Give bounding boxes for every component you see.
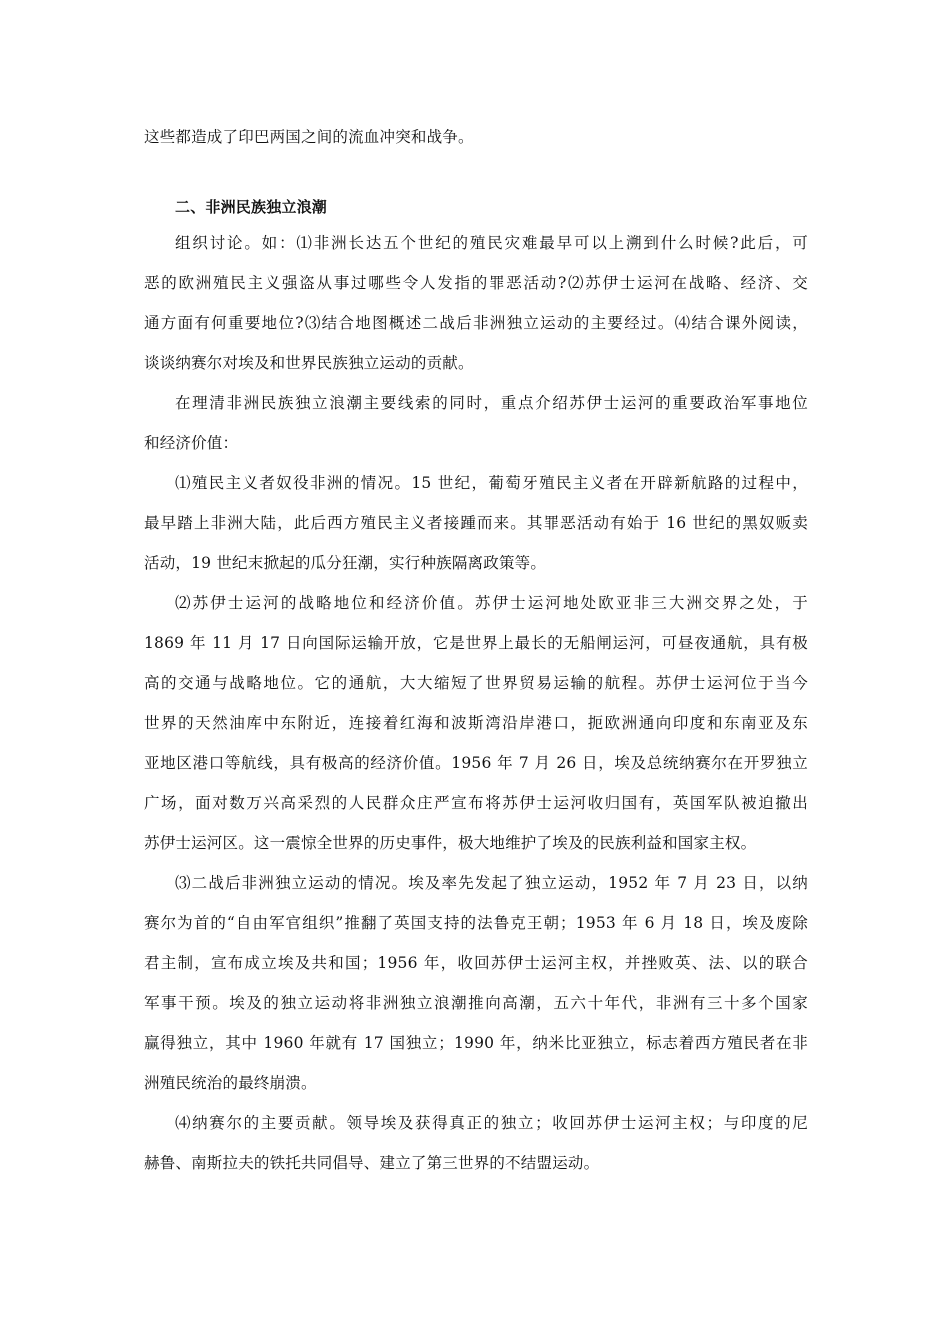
paragraph-4-line-4: 世界的天然油库中东附近，连接着红海和波斯湾沿岸港口，扼欧洲通向印度和东南亚及东 [144,714,808,732]
paragraph-4-line-7: 苏伊士运河区。这一震惊全世界的历史事件，极大地维护了埃及的民族利益和国家主权。 [144,834,757,852]
paragraph-5-line-2: 赛尔为首的“自由军官组织”推翻了英国支持的法鲁克王朝；1953 年 6 月 18 日，埃及废除 [144,914,808,932]
paragraph-5-line-6: 洲殖民统治的最终崩溃。 [144,1074,317,1092]
paragraph-4-line-1: ⑵苏伊士运河的战略地位和经济价值。苏伊士运河地处欧亚非三大洲交界之处，于 [175,594,808,612]
paragraph-1-line-2: 恶的欧洲殖民主义强盗从事过哪些令人发指的罪恶活动?⑵苏伊士运河在战略、经济、交 [144,274,808,292]
paragraph-3-line-2: 最早踏上非洲大陆，此后西方殖民主义者接踵而来。其罪恶活动有始于 16 世纪的黑奴贩卖 [144,514,808,532]
paragraph-5-line-1: ⑶二战后非洲独立运动的情况。埃及率先发起了独立运动，1952 年 7 月 23 日，以纳 [175,874,808,892]
paragraph-4-line-6: 广场，面对数万兴高采烈的人民群众庄严宣布将苏伊士运河收归国有，英国军队被迫撤出 [144,794,808,812]
paragraph-6-line-2: 赫鲁、南斯拉夫的铁托共同倡导、建立了第三世界的不结盟运动。 [144,1154,600,1172]
paragraph-5-line-4: 军事干预。埃及的独立运动将非洲独立浪潮推向高潮，五六十年代，非洲有三十多个国家 [144,994,808,1012]
paragraph-4-line-3: 高的交通与战略地位。它的通航，大大缩短了世界贸易运输的航程。苏伊士运河位于当今 [144,674,808,692]
paragraph-1-line-1: 组织讨论。如：⑴非洲长达五个世纪的殖民灾难最早可以上溯到什么时候?此后，可 [175,234,808,252]
paragraph-3-line-1: ⑴殖民主义者奴役非洲的情况。15 世纪，葡萄牙殖民主义者在开辟新航路的过程中， [175,474,808,492]
paragraph-1-line-3: 通方面有何重要地位?⑶结合地图概述二战后非洲独立运动的主要经过。⑷结合课外阅读， [144,314,808,332]
section-heading: 二、非洲民族独立浪潮 [175,198,328,216]
paragraph-4-line-2: 1869 年 11 月 17 日向国际运输开放，它是世界上最长的无船闸运河，可昼夜通航，具有极 [144,634,808,652]
paragraph-3-line-3: 活动，19 世纪末掀起的瓜分狂潮，实行种族隔离政策等。 [144,554,547,572]
paragraph-6-line-1: ⑷纳赛尔的主要贡献。领导埃及获得真正的独立；收回苏伊士运河主权；与印度的尼 [175,1114,808,1132]
paragraph-2-line-1: 在理清非洲民族独立浪潮主要线索的同时，重点介绍苏伊士运河的重要政治军事地位 [175,394,808,412]
paragraph-5-line-3: 君主制，宣布成立埃及共和国；1956 年，收回苏伊士运河主权，并挫败英、法、以的联合 [144,954,808,972]
paragraph-1-line-4: 谈谈纳赛尔对埃及和世界民族独立运动的贡献。 [144,354,474,372]
paragraph-2-line-2: 和经济价值： [144,434,239,452]
paragraph-4-line-5: 亚地区港口等航线，具有极高的经济价值。1956 年 7 月 26 日，埃及总统纳赛尔在开罗独立 [144,754,808,772]
opening-line: 这些都造成了印巴两国之间的流血冲突和战争。 [144,128,474,146]
paragraph-5-line-5: 赢得独立，其中 1960 年就有 17 国独立；1990 年，纳米比亚独立，标志着西方殖民者在非 [144,1034,808,1052]
